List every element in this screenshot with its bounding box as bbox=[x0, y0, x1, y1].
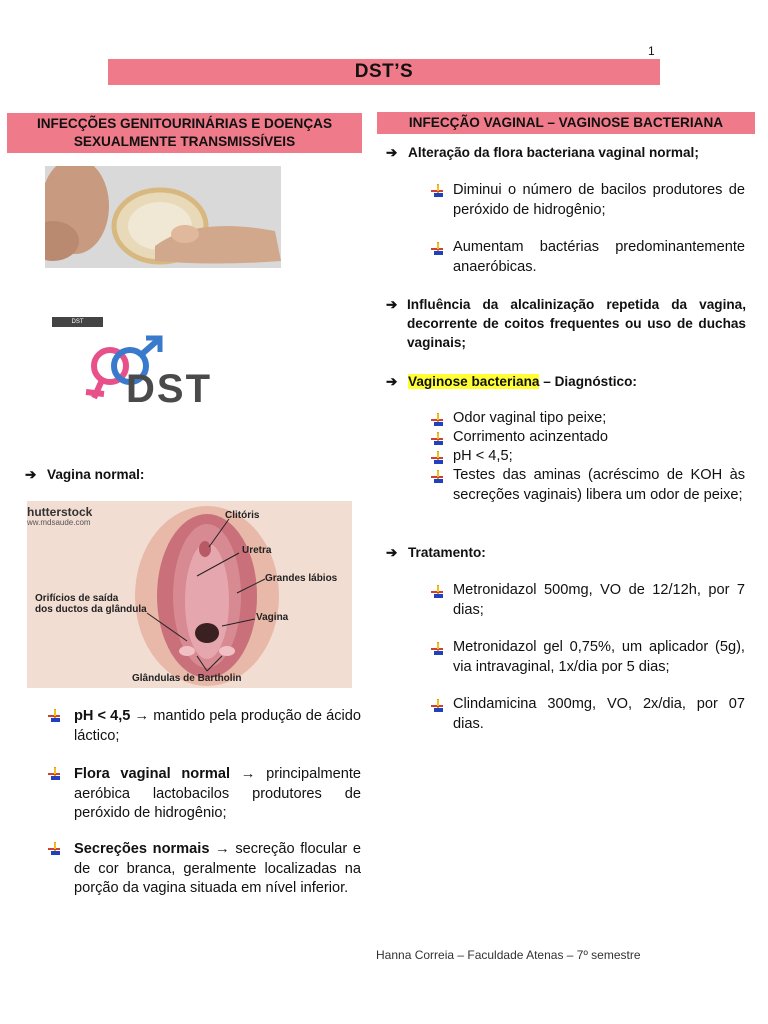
arrow-right-icon: → bbox=[240, 766, 256, 782]
label-orificios-1: Orifícios de saída bbox=[35, 593, 119, 604]
left-header-line-2: SEXUALMENTE TRANSMISSÍVEIS bbox=[73, 134, 296, 149]
diag-item-3: pH < 4,5; bbox=[453, 448, 513, 464]
arrow-right-icon: ➔ bbox=[386, 145, 398, 160]
anatomy-diagram bbox=[27, 501, 352, 688]
arrow-right-icon: → bbox=[215, 841, 230, 857]
arrow-right-icon: ➔ bbox=[386, 297, 398, 312]
label-bartholin: Glândulas de Bartholin bbox=[132, 673, 242, 684]
bullet-icon bbox=[48, 767, 62, 781]
label-vagina: Vagina bbox=[256, 612, 289, 623]
left-bullet-2: Flora vaginal normal → principalmente aeróbica lactobacilos produtores de peróxido de hidrogênio; bbox=[74, 766, 361, 821]
right-sub-item-2: Aumentam bactérias predominantemente anaeróbicas. bbox=[453, 239, 745, 275]
left-bullet-3: Secreções normais → secreção flocular e de cor branca, geralmente localizadas na porção da vagina situada em nível inferior. bbox=[74, 841, 362, 896]
diag-item-2: Corrimento acinzentado bbox=[453, 429, 608, 445]
bullet-icon bbox=[431, 184, 445, 198]
diagram-watermark: hutterstock bbox=[27, 505, 93, 519]
bullet-icon bbox=[431, 470, 445, 484]
right-arrow-item-1: ➔ Alteração da flora bacteriana vaginal normal; bbox=[386, 145, 699, 160]
arrow-right-icon: ➔ bbox=[25, 467, 37, 482]
left-section-heading: ➔ Vagina normal: bbox=[25, 467, 145, 482]
diag-item-4: Testes das aminas (acréscimo de KOH às secreções vaginais) libera um odor de peixe; bbox=[453, 467, 745, 503]
treat-item-3: Clindamicina 300mg, VO, 2x/dia, por 07 dias. bbox=[453, 696, 745, 732]
bullet-icon bbox=[431, 699, 445, 713]
dst-logo bbox=[50, 314, 232, 418]
bullet-icon bbox=[431, 585, 445, 599]
treat-item-2: Metronidazol gel 0,75%, um aplicador (5g), via intravaginal, 1x/dia por 5 dias; bbox=[453, 639, 745, 675]
arrow-right-icon: → bbox=[134, 708, 150, 724]
right-arrow-item-4: ➔ Tratamento: bbox=[386, 545, 486, 560]
treat-item-1: Metronidazol 500mg, VO de 12/12h, por 7 dias; bbox=[453, 582, 745, 618]
left-header-line-1: INFECÇÕES GENITOURINÁRIAS E DOENÇAS bbox=[36, 116, 333, 131]
right-column-header: INFECÇÃO VAGINAL – VAGINOSE BACTERIANA bbox=[377, 112, 755, 134]
diag-item-1: Odor vaginal tipo peixe; bbox=[453, 410, 607, 426]
label-clitoris: Clitóris bbox=[225, 510, 260, 521]
bullet-icon bbox=[431, 432, 445, 446]
bullet-icon bbox=[431, 242, 445, 256]
page-number: 1 bbox=[648, 44, 655, 58]
bullet-icon bbox=[431, 413, 445, 427]
footer: Hanna Correia – Faculdade Atenas – 7º semestre bbox=[376, 948, 641, 962]
highlighted-term: Vaginose bacteriana bbox=[408, 374, 540, 389]
label-grandes-labios: Grandes lábios bbox=[265, 573, 338, 584]
left-column-header bbox=[7, 113, 362, 153]
bullet-icon bbox=[431, 642, 445, 656]
arrow-right-icon: ➔ bbox=[386, 374, 398, 389]
condom-photo bbox=[45, 166, 281, 268]
label-orificios-2: dos ductos da glândula bbox=[35, 604, 147, 615]
dst-logo-word: DST bbox=[126, 367, 212, 411]
bullet-icon bbox=[48, 709, 62, 723]
right-arrow-item-2: ➔ Influência da alcalinização repetida da vagina, decorrente de coitos frequentes ou uso de duchas vaginais; bbox=[386, 297, 746, 350]
diagram-url: ww.mdsaude.com bbox=[27, 518, 91, 527]
arrow-right-icon: ➔ bbox=[386, 545, 398, 560]
left-bullet-1: pH < 4,5 → mantido pela produção de ácido láctico; bbox=[74, 708, 362, 744]
right-arrow-item-3: ➔ Vaginose bacteriana – Diagnóstico: bbox=[386, 374, 637, 389]
dst-logo-tab: DST bbox=[52, 317, 103, 327]
bullet-icon bbox=[431, 451, 445, 465]
label-uretra: Uretra bbox=[242, 545, 272, 556]
right-sub-item-1: Diminui o número de bacilos produtores de peróxido de hidrogênio; bbox=[453, 182, 745, 218]
bullet-icon bbox=[48, 842, 62, 856]
page-title: DST’S bbox=[108, 59, 660, 85]
